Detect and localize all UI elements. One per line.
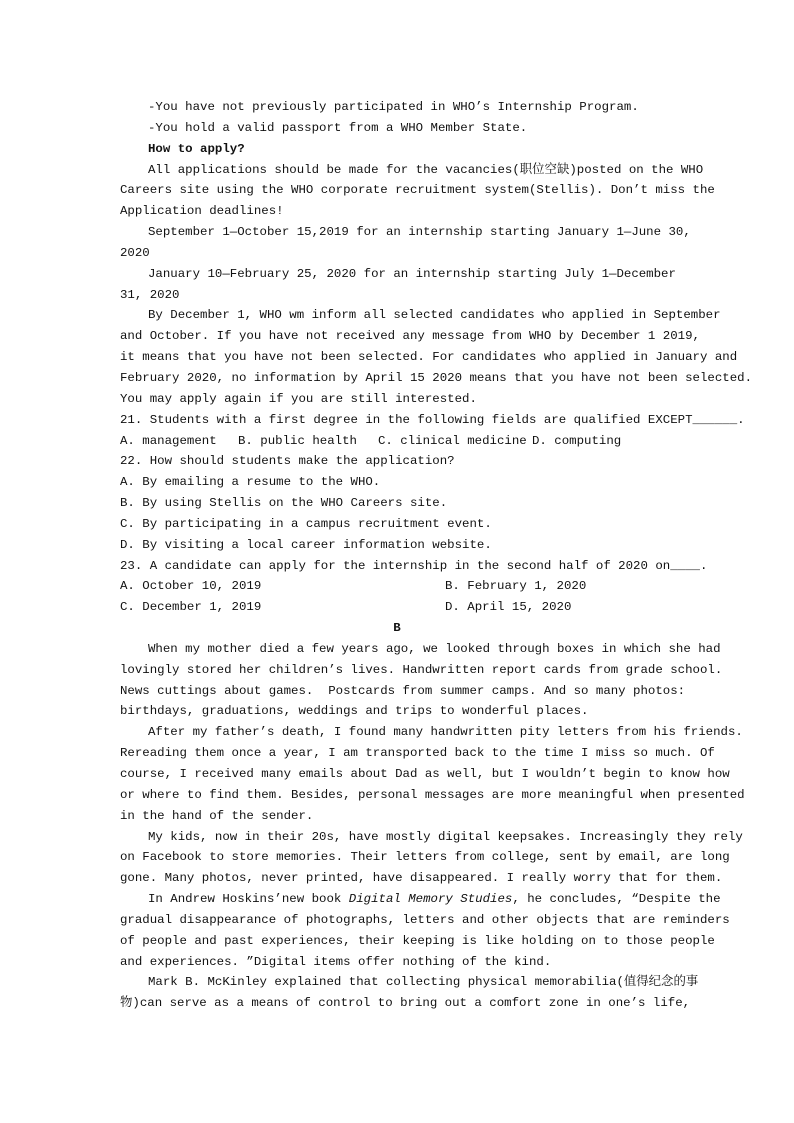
question-23-stem: 23. A candidate can apply for the internship in the second half of 2020 on____. (120, 558, 708, 573)
paragraph-line: By December 1, WHO wm inform all selected candidates who applied in September (148, 308, 721, 323)
question-23-options-row-1 (120, 576, 674, 597)
passage-line: or where to find them. Besides, personal messages are more meaningful when presented (120, 787, 745, 802)
deadline-line: September 1—October 15,2019 for an internship starting January 1—June 30, (148, 225, 691, 240)
requirement-internship: -You have not previously participated in WHO’s Internship Program. (148, 100, 639, 114)
passage-line: gone. Many photos, never printed, have disappeared. I really worry that for them. (120, 871, 723, 886)
question-22-stem: 22. How should students make the application? (120, 454, 455, 469)
paragraph-line: All applications should be made for the vacancies(职位空缺)posted on the WHO (148, 162, 704, 177)
passage-line: Rereading them once a year, I am transported back to the time I miss so much. Of (120, 746, 715, 761)
question-23-options-row-2 (120, 597, 674, 618)
section-heading-b: B (393, 621, 401, 636)
passage-line: and experiences. ”Digital items offer nothing of the kind. (120, 954, 552, 969)
passage-line: birthdays, graduations, weddings and trips to wonderful places. (120, 704, 589, 719)
passage-text: , he concludes, “Despite the (512, 892, 721, 907)
passage-line: lovingly stored her children’s lives. Handwritten report cards from grade school. (120, 662, 723, 677)
question-21-option-c: C. clinical medicine (378, 433, 527, 448)
deadline-line: 2020 (120, 245, 150, 260)
question-21-options (120, 431, 674, 452)
paragraph-line: You may apply again if you are still interested. (120, 391, 477, 406)
passage-line: My kids, now in their 20s, have mostly digital keepsakes. Increasingly they rely (148, 829, 743, 844)
passage-text: In Andrew Hoskins’new book (148, 892, 349, 907)
deadline-line: 31, 2020 (120, 287, 180, 302)
document-body (120, 97, 753, 1014)
paragraph-line: Careers site using the WHO corporate recruitment system(Stellis). Don’t miss the (120, 183, 715, 198)
question-21-option-a: A. management (120, 433, 217, 448)
passage-line: course, I received many emails about Dad as well, but I wouldn’t begin to know how (120, 767, 730, 781)
deadline-line: January 10—February 25, 2020 for an internship starting July 1—December (148, 266, 676, 281)
question-22-option-d: D. By visiting a local career information website. (120, 537, 492, 552)
section-heading-how-to-apply: How to apply? (148, 141, 245, 156)
paragraph-line: and October. If you have not received any message from WHO by December 1 2019, (120, 329, 700, 344)
question-23-option-d: D. April 15, 2020 (445, 600, 572, 615)
passage-line: After my father’s death, I found many handwritten pity letters from his friends. (148, 725, 743, 740)
requirement-passport: -You hold a valid passport from a WHO Member State. (148, 120, 528, 135)
passage-line: gradual disappearance of photographs, letters and other objects that are reminders (120, 912, 730, 927)
question-22-option-b: B. By using Stellis on the WHO Careers site. (120, 496, 448, 511)
paragraph-line: February 2020, no information by April 15 2020 means that you have not been selected. (120, 370, 753, 385)
question-23-option-c: C. December 1, 2019 (120, 600, 262, 615)
question-21-stem: 21. Students with a first degree in the following fields are qualified EXCEPT______. (120, 412, 745, 427)
passage-line: on Facebook to store memories. Their letters from college, sent by email, are long (120, 850, 730, 865)
question-22-option-a: A. By emailing a resume to the WHO. (120, 475, 381, 490)
paragraph-line: Application deadlines! (120, 204, 284, 219)
question-21-option-b: B. public health (238, 433, 357, 448)
passage-line: in the hand of the sender. (120, 808, 314, 823)
passage-line: 物)can serve as a means of control to bring out a comfort zone in one’s life, (120, 996, 691, 1011)
paragraph-line: it means that you have not been selected. For candidates who applied in January and (120, 350, 738, 365)
passage-line: Mark B. McKinley explained that collecting physical memorabilia(值得纪念的事 (148, 975, 699, 990)
question-23-option-a: A. October 10, 2019 (120, 579, 262, 594)
question-21-option-d: D. computing (532, 433, 622, 448)
question-22-option-c: C. By participating in a campus recruitment event. (120, 516, 492, 531)
book-title: Digital Memory Studies (348, 892, 513, 907)
passage-line: News cuttings about games. Postcards from summer camps. And so many photos: (120, 683, 686, 698)
question-23-option-b: B. February 1, 2020 (445, 579, 587, 594)
passage-line: When my mother died a few years ago, we looked through boxes in which she had (148, 641, 721, 656)
passage-line (120, 889, 721, 910)
passage-line: of people and past experiences, their keeping is like holding on to those people (120, 933, 715, 948)
